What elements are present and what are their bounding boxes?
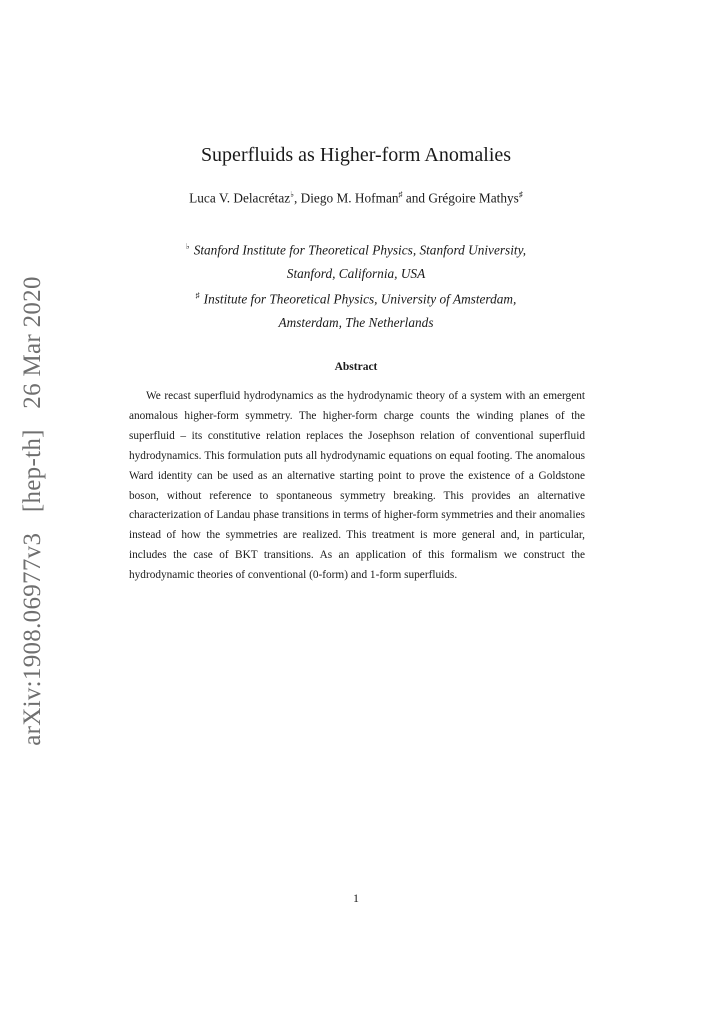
author-name: Grégoire Mathys	[428, 190, 519, 206]
author-name: Diego M. Hofman	[300, 190, 399, 206]
abstract-text: We recast superfluid hydrodynamics as the hydrodynamic theory of a system with an emergent anomalous higher-form symmetry. The higher-form charge counts the winding planes of the superfluid – its constitutive relation replaces the Josephson relation of conventional superfluid hydrodynamics. This formulation puts all hydrodynamic equations on equal footing. The anomalous Ward identity can be used as an alternative starting point to prove the existence of a Goldstone boson, without reference to spontaneous symmetry breaking. This provides an alternative characterization of Landau phase transitions in terms of higher-form symmetries and their anomalies instead of how the symmetries are realized. This treatment is more general and, in particular, includes the case of BKT transitions. As an application of this formalism we construct the hydrodynamic theories of conventional (0-form) and 1-form superfluids.	[129, 390, 585, 582]
arxiv-date: 26 Mar 2020	[19, 276, 46, 409]
arxiv-id: arXiv:1908.06977v3	[19, 532, 46, 746]
affiliation-mark: ♯	[195, 291, 200, 300]
affiliation-amsterdam	[0, 284, 712, 334]
affiliation-mark: ♯	[398, 190, 403, 199]
author-separator: and	[402, 190, 429, 206]
arxiv-category: [hep-th]	[19, 429, 46, 513]
author-list	[0, 190, 712, 206]
affiliation-line: Stanford Institute for Theoretical Physics, Stanford University,	[193, 242, 527, 258]
affiliation-line: Institute for Theoretical Physics, University of Amsterdam,	[203, 291, 517, 307]
author-name: Luca V. Delacrétaz	[189, 190, 291, 206]
affiliation-mark: ♭	[290, 190, 294, 199]
affiliation-line: Amsterdam, The Netherlands	[278, 314, 434, 330]
author-separator: ,	[293, 190, 301, 206]
affiliation-line: Stanford, California, USA	[286, 265, 426, 281]
abstract-heading: Abstract	[334, 361, 378, 373]
paper-title: Superfluids as Higher-form Anomalies	[200, 144, 512, 166]
affiliation-mark: ♯	[518, 190, 523, 199]
page-number: 1	[353, 891, 359, 905]
affiliation-mark: ♭	[185, 242, 190, 251]
affiliation-stanford	[0, 235, 712, 285]
arxiv-identifier-stamp	[19, 262, 47, 746]
